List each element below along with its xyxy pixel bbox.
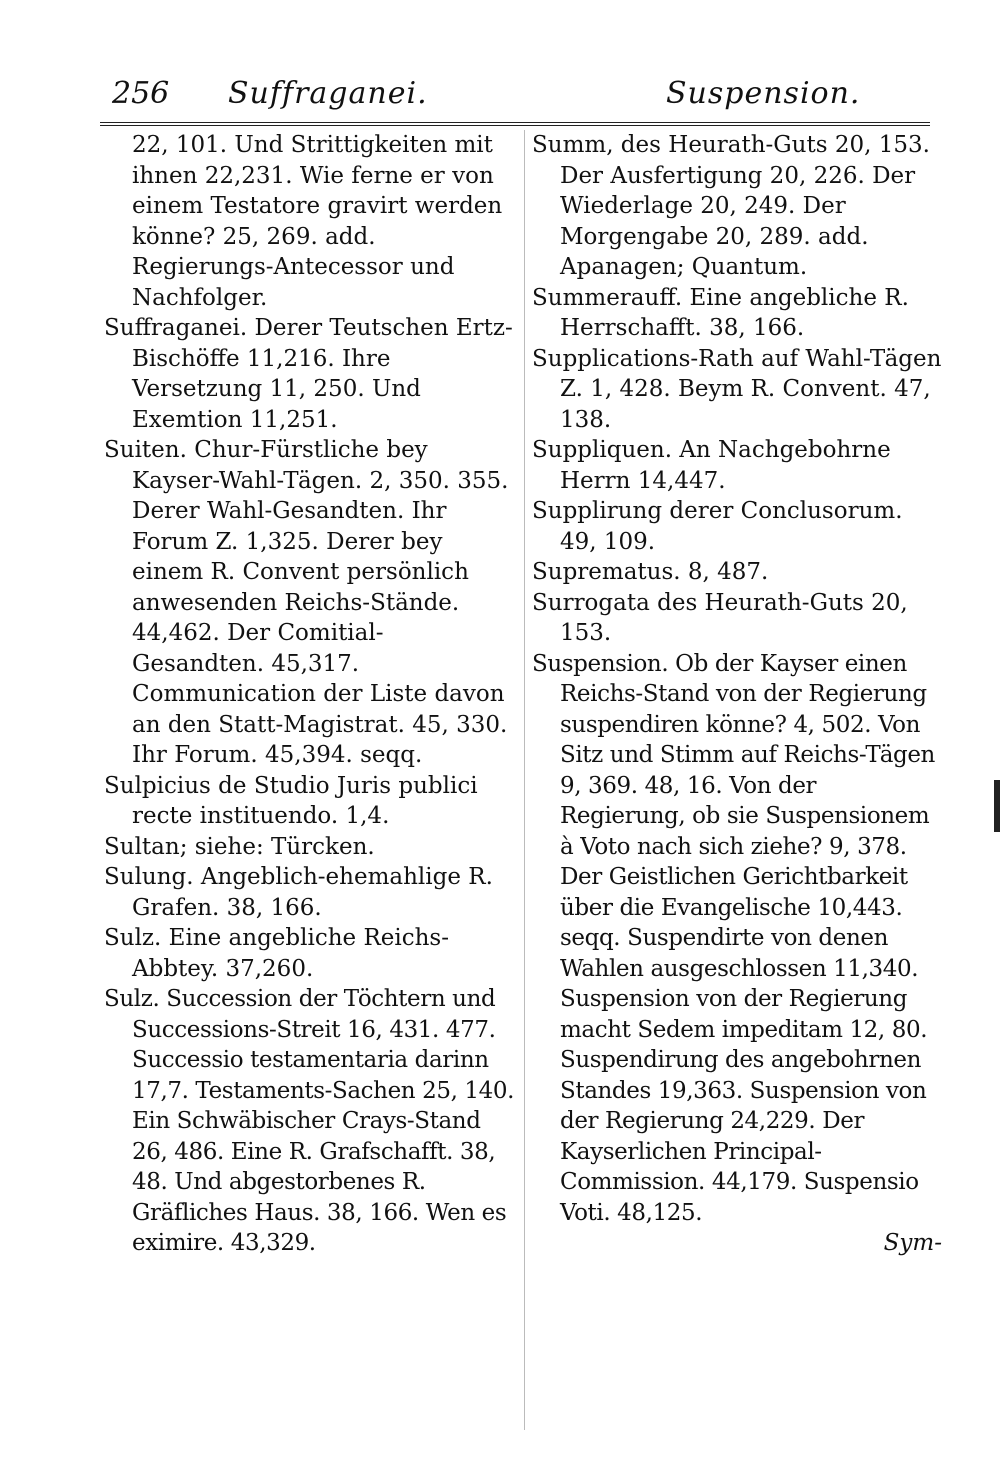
index-entry: Sulung. Angeblich-ehemahlige R. Grafen. 38, 166. [104,864,493,921]
running-title-left: Suffraganei. [228,76,428,111]
index-entry: Supplirung derer Conclusorum. 49, 109. [532,498,903,555]
index-entry: Summerauff. Eine angebliche R. Herrschafft. 38, 166. [532,284,909,341]
index-entry: Sulz. Succession der Töchtern und Successions-Streit 16, 431. 477. Successio testamentaria darinn 17,7. Testaments-Sachen 25, 140. Ein Schwäbischer Crays-Stand 26, 486. Eine R. Grafschafft. 38, 48. Und abgestorbenes R. Gräfliches Haus. 38, 166. Wen es eximire. 43,329. [104,986,515,1256]
index-entry: Suppliquen. An Nachgebohrne Herrn 14,447. [532,437,891,494]
index-entry: Sulpicius de Studio Juris publici recte instituendo. 1,4. [104,772,478,829]
index-entry: Sultan; siehe: Türcken. [104,833,375,860]
page-number: 256 [112,76,170,111]
header-rule [100,122,930,126]
right-column [532,130,942,1259]
index-entry: Suffraganei. Derer Teutschen Ertz-Bischöffe 11,216. Ihre Versetzung 11, 250. Und Exemtion 11,251. [104,315,513,433]
index-entry: Surrogata des Heurath-Guts 20, 153. [532,589,908,646]
page-edge-mark [994,780,1000,832]
index-entry: Summ, des Heurath-Guts 20, 153. Der Ausfertigung 20, 226. Der Wiederlage 20, 249. Der Morgengabe 20, 289. add. Apanagen; Quantum. [532,132,930,280]
index-entry: Supplications-Rath auf Wahl-Tägen Z. 1, 428. Beym R. Convent. 47, 138. [532,345,942,433]
catchword: Sym- [883,1230,942,1256]
index-entry: Suspension. Ob der Kayser einen Reichs-Stand von der Regierung suspendiren könne? 4, 502. Von Sitz und Stimm auf Reichs-Tägen 9, 369. 48, 16. Von der Regierung, ob sie Suspensionem à Voto nach sich ziehe? 9, 378. Der Geistlichen Gerichtbarkeit über die Evangelische 10,443. seqq. Suspendirte von denen Wahlen ausgeschlossen 11,340. Suspension von der Regierung macht Sedem impeditam 12, 80. Suspendirung des angebohrnen Standes 19,363. Suspension von der Regierung 24,229. Der Kayserlichen Principal-Commission. 44,179. Suspensio Voti. 48,125. [532,650,935,1226]
index-entry: Suiten. Chur-Fürstliche bey Kayser-Wahl-Tägen. 2, 350. 355. Derer Wahl-Gesandten. Ihr Forum Z. 1,325. Derer bey einem R. Convent persönlich anwesenden Reichs-Stände. 44,462. Der Comitial-Gesandten. 45,317. Communication der Liste davon an den Statt-Magistrat. 45, 330. Ihr Forum. 45,394. seqq. [104,437,509,768]
column-divider [524,130,525,1430]
left-column [104,130,514,1259]
index-entry: 22, 101. Und Strittigkeiten mit ihnen 22,231. Wie ferne er von einem Testatore gravirt werden könne? 25, 269. add. Regierungs-Antecessor und Nachfolger. [132,132,503,311]
index-entry: Suprematus. 8, 487. [532,559,769,585]
index-entry: Sulz. Eine angebliche Reichs-Abbtey. 37,260. [104,925,450,982]
running-title-right: Suspension. [666,76,861,111]
running-header [0,70,1000,120]
